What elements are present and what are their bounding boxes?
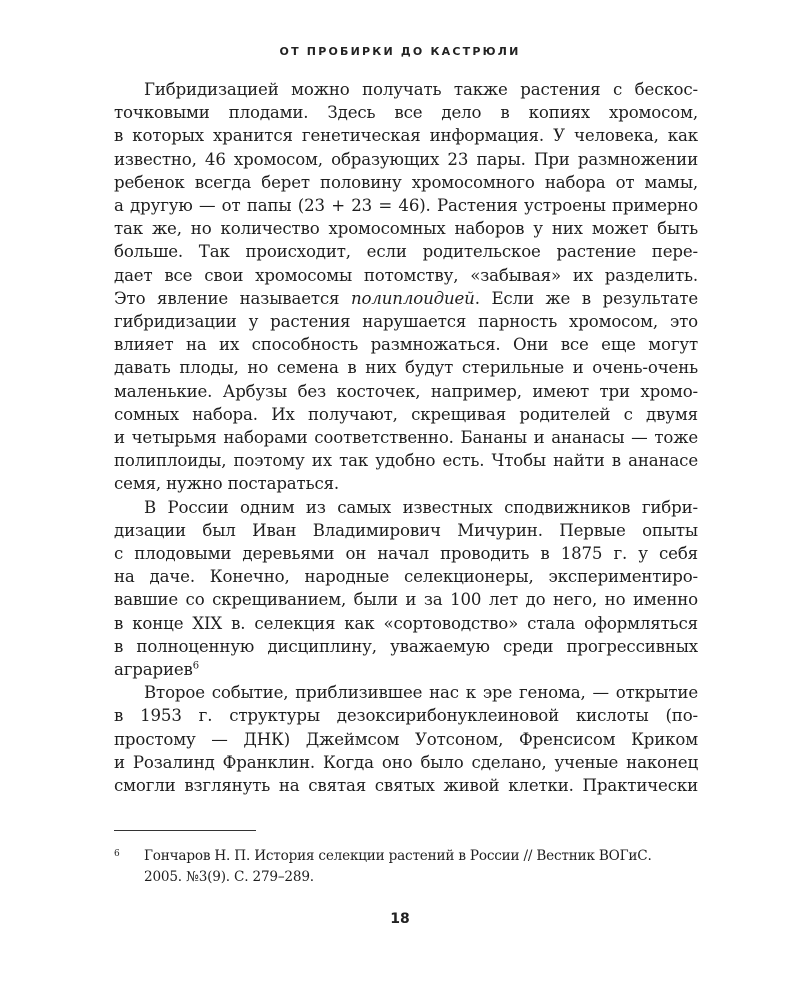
footnote xyxy=(114,846,700,888)
text-line: дает все свои хромосомы потомству, «забывая» их разделить. xyxy=(114,265,698,285)
paragraph-2 xyxy=(114,496,698,682)
text-line: Второе событие, приблизившее нас к эре генома, — открытие xyxy=(144,683,698,703)
text-fragment: . Если же в результате xyxy=(474,288,698,308)
text-line: известно, 46 хромосом, образующих 23 пары. При размножении xyxy=(114,149,698,169)
text-line: гибридизации у растения нарушается парность хромосом, это xyxy=(114,312,698,332)
paragraph-1 xyxy=(114,78,698,496)
paragraph-3 xyxy=(114,681,698,797)
text-line: на даче. Конечно, народные селекционеры, экспериментиро- xyxy=(114,567,698,587)
text-line: больше. Так происходит, если родительское растение пере- xyxy=(114,242,698,262)
footnote-divider xyxy=(114,830,256,831)
text-line: Гибридизацией можно получать также растения с бескос- xyxy=(144,80,698,99)
text-line: вавшие со скрещиванием, были и за 100 лет до него, но именно xyxy=(114,590,698,610)
text-line: сомных набора. Их получают, скрещивая родителей с двумя xyxy=(114,404,698,424)
text-fragment: Это явление называется xyxy=(114,288,351,308)
italic-term: полиплоидией xyxy=(350,288,475,308)
text-line: в полноценную дисциплину, уважаемую среди прогрессивных xyxy=(114,636,698,656)
text-line: а другую — от папы (23 + 23 = 46). Растения устроены примерно xyxy=(114,196,698,216)
text-line: маленькие. Арбузы без косточек, например, имеют три хромо- xyxy=(114,381,698,401)
text-line: В России одним из самых известных сподвижников гибри- xyxy=(144,497,698,517)
footnote-line: 2005. №3(9). С. 279–289. xyxy=(144,869,314,885)
text-line: и Розалинд Франклин. Когда оно было сделано, ученые наконец xyxy=(114,752,698,772)
text-line: так же, но количество хромосомных наборов у них может быть xyxy=(114,219,698,239)
text-line: точковыми плодами. Здесь все дело в копиях хромосом, xyxy=(114,103,698,123)
text-line: с плодовыми деревьями он начал проводить в 1875 г. у себя xyxy=(114,544,698,564)
text-line: влияет на их способность размножаться. Они все еще могут xyxy=(114,335,698,355)
running-title: ОТ ПРОБИРКИ ДО КАСТРЮЛИ xyxy=(279,45,521,58)
text-line: смогли взглянуть на святая святых живой клетки. Практически xyxy=(114,776,698,796)
text-line: простому — ДНК) Джеймсом Уотсоном, Френсисом Криком xyxy=(114,729,698,749)
text-line: в 1953 г. структуры дезоксирибонуклеиновой кислоты (по- xyxy=(114,706,698,726)
footnote-number: 6 xyxy=(114,849,120,859)
text-line: семя, нужно постараться. xyxy=(114,474,340,494)
footnote-line: Гончаров Н. П. История селекции растений в России // Вестник ВОГиС. xyxy=(144,848,652,864)
text-line-with-term xyxy=(114,287,698,310)
page-body xyxy=(114,78,698,797)
footnote-reference[interactable]: 6 xyxy=(192,660,199,672)
text-line: полиплоиды, поэтому их так удобно есть. Чтобы найти в ананасе xyxy=(114,451,698,471)
text-line: и четырьмя наборами соответственно. Бананы и ананасы — тоже xyxy=(114,428,698,448)
text-line: дизации был Иван Владимирович Мичурин. Первые опыты xyxy=(114,520,698,540)
text-line-with-footnote xyxy=(114,658,698,681)
text-line: ребенок всегда берет половину хромосомного набора от мамы, xyxy=(114,172,698,192)
text-fragment: аграриев xyxy=(114,660,193,680)
text-line: давать плоды, но семена в них будут стерильные и очень-очень xyxy=(114,358,698,378)
text-line: в конце XIX в. селекция как «сортоводство» стала оформляться xyxy=(114,613,698,633)
text-line: в которых хранится генетическая информация. У человека, как xyxy=(114,126,698,146)
page-number: 18 xyxy=(390,911,410,927)
